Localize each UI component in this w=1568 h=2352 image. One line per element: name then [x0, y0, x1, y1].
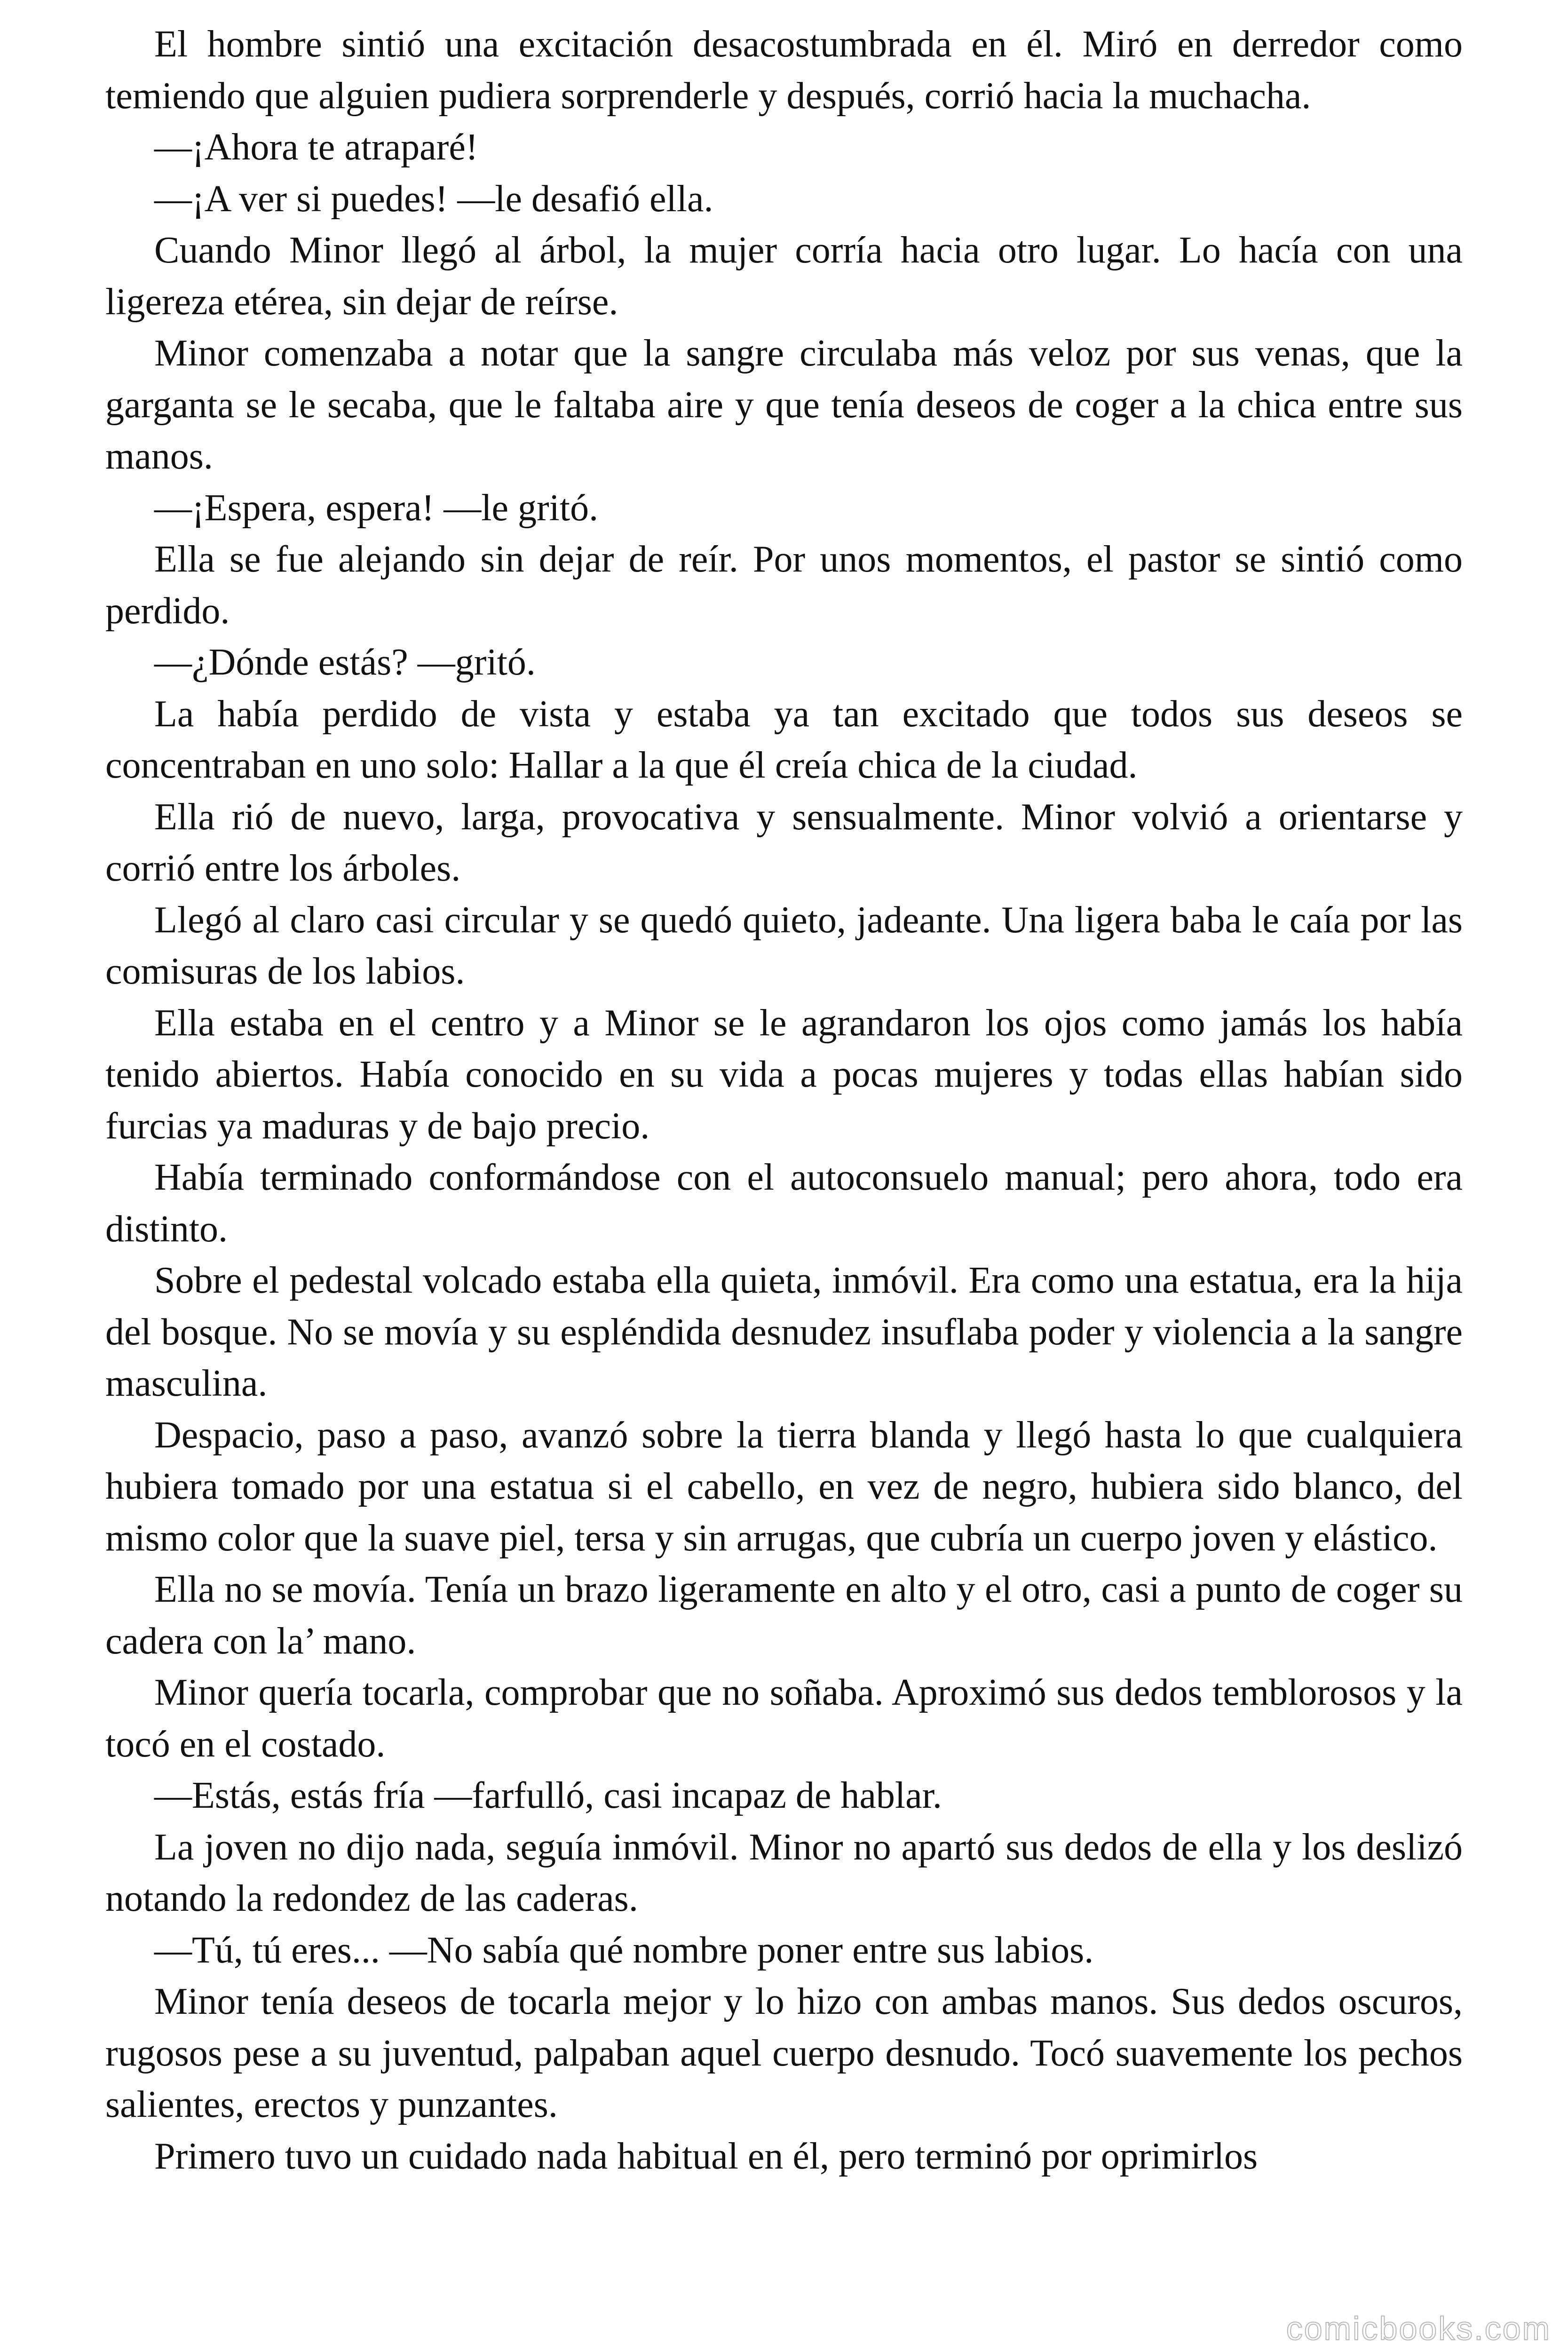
paragraph: Despacio, paso a paso, avanzó sobre la tierra blanda y llegó hasta lo que cualquiera hubiera tomado por una estatua si el cabello, en vez de negro, hubiera sido blanco, del mismo color que la suave piel, tersa y sin arrugas, que cubría un cuerpo joven y elástico.	[105, 1414, 1463, 1559]
paragraph: Ella no se movía. Tenía un brazo ligeramente en alto y el otro, casi a punto de coger su cadera con la’ mano.	[105, 1569, 1463, 1662]
paragraph: Ella se fue alejando sin dejar de reír. Por unos momentos, el pastor se sintió como perdido.	[105, 539, 1463, 632]
paragraph: Llegó al claro casi circular y se quedó quieto, jadeante. Una ligera baba le caía por las comisuras de los labios.	[105, 899, 1463, 992]
paragraph: —¡Espera, espera! —le gritó.	[154, 487, 599, 529]
paragraph: La joven no dijo nada, seguía inmóvil. Minor no apartó sus dedos de ella y los deslizó notando la redondez de las caderas.	[105, 1826, 1463, 1919]
paragraph: —Tú, tú eres... —No sabía qué nombre poner entre sus labios.	[154, 1929, 1094, 1971]
paragraph: Primero tuvo un cuidado nada habitual en él, pero terminó por oprimirlos	[154, 2135, 1258, 2177]
paragraph: —Estás, estás fría —farfulló, casi incapaz de hablar.	[154, 1775, 942, 1816]
paragraph: Sobre el pedestal volcado estaba ella quieta, inmóvil. Era como una estatua, era la hija del bosque. No se movía y su espléndida desnudez insuflaba poder y violencia a la sangre masculina.	[105, 1260, 1463, 1404]
paragraph: Había terminado conformándose con el autoconsuelo manual; pero ahora, todo era distinto.	[105, 1157, 1463, 1250]
paragraph: Cuando Minor llegó al árbol, la mujer corría hacia otro lugar. Lo hacía con una ligereza etérea, sin dejar de reírse.	[105, 230, 1463, 323]
paragraph: Minor quería tocarla, comprobar que no soñaba. Aproximó sus dedos temblorosos y la tocó en el costado.	[105, 1672, 1463, 1765]
paragraph: —¡Ahora te atraparé!	[154, 127, 478, 168]
paragraph: Minor comenzaba a notar que la sangre circulaba más veloz por sus venas, que la garganta se le secaba, que le faltaba aire y que tenía deseos de coger a la chica entre sus manos.	[105, 333, 1463, 477]
paragraph: La había perdido de vista y estaba ya tan excitado que todos sus deseos se concentraban en uno solo: Hallar a la que él creía chica de la ciudad.	[105, 693, 1463, 786]
paragraph: Minor tenía deseos de tocarla mejor y lo hizo con ambas manos. Sus dedos oscuros, rugosos pese a su juventud, palpaban aquel cuerpo desnudo. Tocó suavemente los pechos salientes, erectos y punzantes.	[105, 1981, 1463, 2125]
paragraph: —¿Dónde estás? —gritó.	[154, 642, 536, 683]
page-text	[105, 19, 1463, 2182]
paragraph: Ella estaba en el centro y a Minor se le agrandaron los ojos como jamás los había tenido abiertos. Había conocido en su vida a pocas mujeres y todas ellas habían sido furcias ya maduras y de bajo precio.	[105, 1002, 1463, 1147]
watermark: comicbooks.com	[1286, 2310, 1551, 2347]
paragraph: —¡A ver si puedes! —le desafió ella.	[154, 178, 713, 220]
paragraph: El hombre sintió una excitación desacostumbrada en él. Miró en derredor como temiendo que alguien pudiera sorprenderle y después, corrió hacia la muchacha.	[105, 24, 1463, 117]
paragraph: Ella rió de nuevo, larga, provocativa y sensualmente. Minor volvió a orientarse y corrió entre los árboles.	[105, 796, 1463, 889]
